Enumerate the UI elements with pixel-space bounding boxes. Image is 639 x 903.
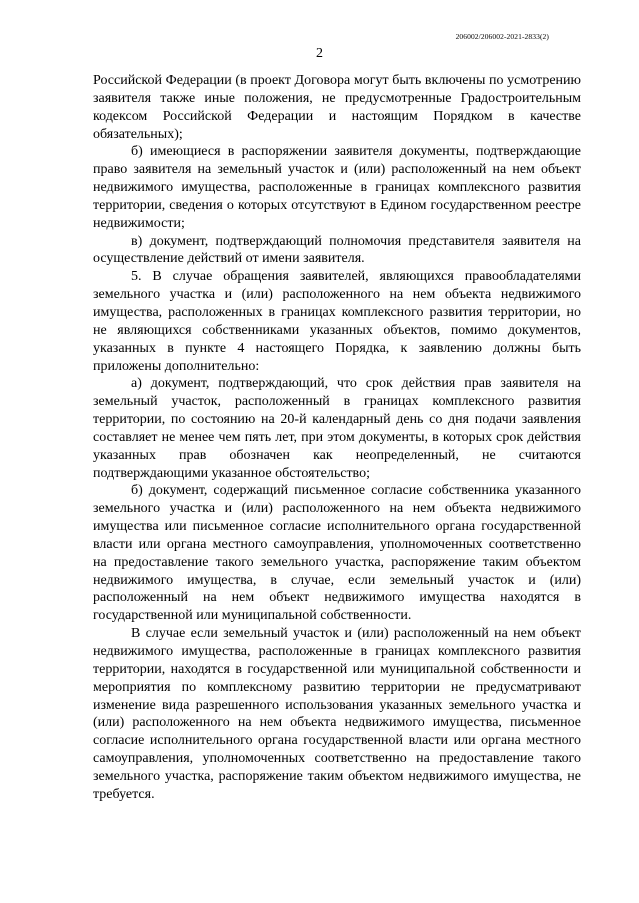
paragraph-clause-5: 5. В случае обращения заявителей, являющихся правообладателями земельного участка и (или) расположенного на нем объекта недвижимого имущества, расположенных в границах комплексного развития территории, но не являющихся собственниками указанных объектов, помимо документов, указанных в пункте 4 настоящего Порядка, к заявлению должны быть приложены дополнительно: <box>93 269 581 374</box>
paragraph-exception: В случае если земельный участок и (или) расположенный на нем объект недвижимого имущества, расположенные в границах комплексного развития территории, находятся в государственной или муниципальной собственности и мероприятия по комплексному развитию территории не предусматривают изменение вида разрешенного использования указанных земельного участка и (или) расположенного на нем объекта недвижимого имущества, письменное согласие исполнительного органа государственной власти или органа местного самоуправления, уполномоченных соответственно на предоставление такого земельного участка, распоряжение таким объектом недвижимого имущества, не требуется. <box>93 626 581 802</box>
document-body <box>93 72 581 804</box>
paragraph-item-a: а) документ, подтверждающий, что срок действия прав заявителя на земельный участок, расположенный в границах комплексного развития территории, по состоянию на 20-й календарный день со дня подачи заявления составляет не менее чем пять лет, при этом документы, в которых срок действия указанных прав обозначен как неопределенный, не считаются подтверждающими указанное обстоятельство; <box>93 376 581 481</box>
paragraph-item-b: б) имеющиеся в распоряжении заявителя документы, подтверждающие право заявителя на земельный участок и (или) расположенный на нем объект недвижимого имущества, расположенные в границах комплексного развития территории, сведения о которых отсутствуют в Едином государственном реестре недвижимости; <box>93 144 581 231</box>
paragraph-item-b-consent: б) документ, содержащий письменное согласие собственника указанного земельного участка и (или) расположенного на нем объекта недвижимого имущества или письменное согласие исполнительного органа государственной власти или органа местного самоуправления, уполномоченных соответственно на предоставление такого земельного участка, распоряжение таким объектом недвижимого имущества, в случае, если земельный участок и (или) расположенный на нем объект недвижимого имущества находятся в государственной или муниципальной собственности. <box>93 483 581 624</box>
page-number: 2 <box>316 46 323 61</box>
document-registration-code: 206002/206002-2021-2833(2) <box>455 32 549 41</box>
paragraph-continuation: Российской Федерации (в проект Договора могут быть включены по усмотрению заявителя также иные положения, не предусмотренные Градостроительным кодексом Российской Федерации и настоящим Порядком в качестве обязательных); <box>93 73 581 142</box>
paragraph-item-v: в) документ, подтверждающий полномочия представителя заявителя на осуществление действий от имени заявителя. <box>93 233 581 267</box>
